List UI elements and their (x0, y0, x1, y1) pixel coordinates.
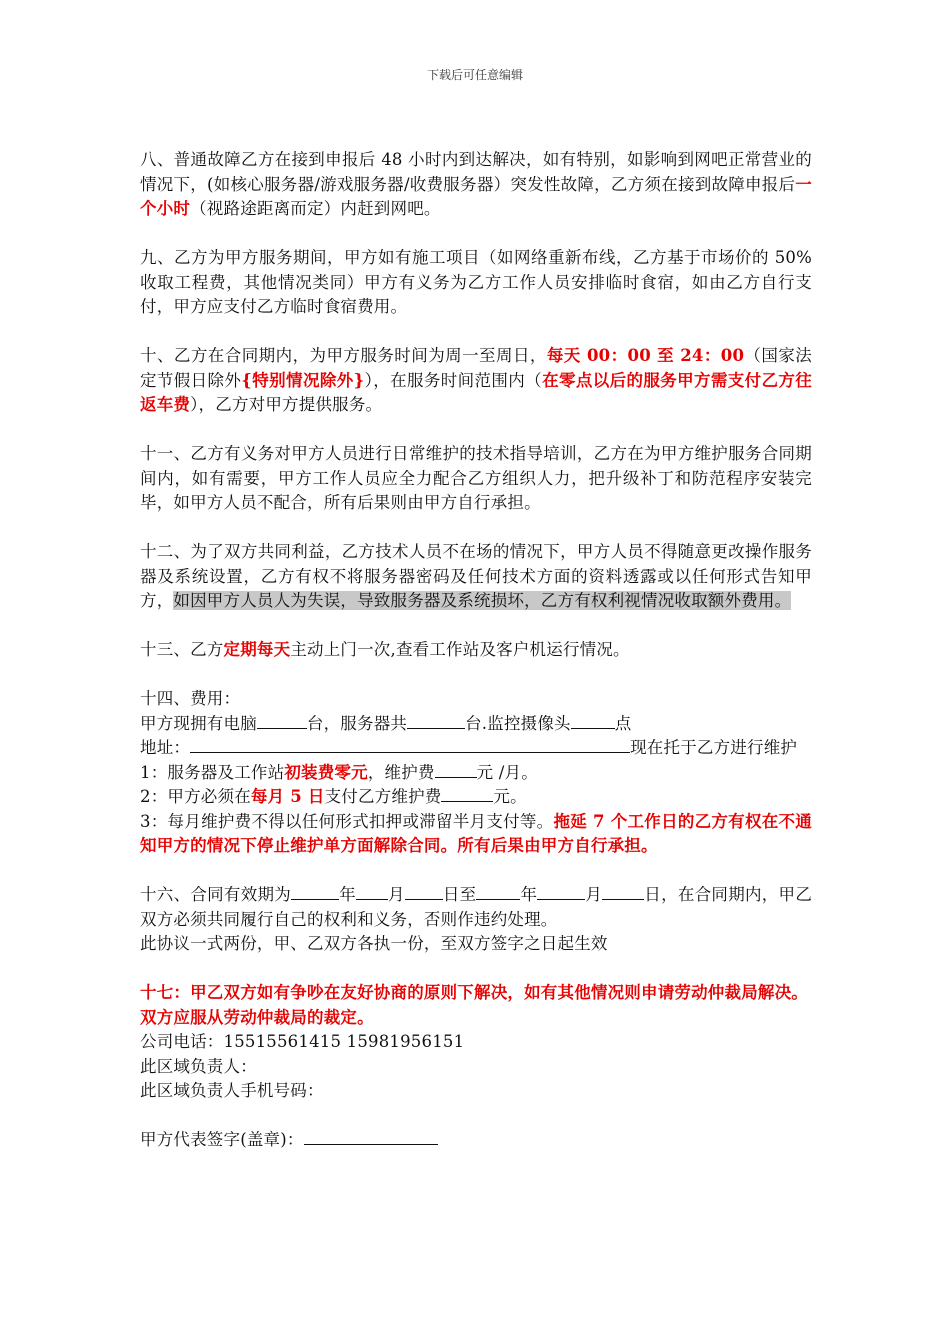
fee-item-1-emphasis: 初装费零元 (284, 762, 368, 782)
end-month-blank[interactable] (537, 883, 585, 900)
clause-13-tail: 主动上门一次,查看工作站及客户机运行情况。 (290, 640, 630, 659)
clause-8 (140, 148, 812, 222)
copies-note: 此协议一式两份，甲、乙双方各执一份，至双方签字之日起生效 (140, 934, 608, 953)
fee-item-1-unit: 元 /月。 (476, 762, 538, 782)
clause-14 (140, 687, 812, 859)
spacer (140, 957, 812, 982)
start-day-blank[interactable] (405, 883, 443, 900)
end-year-unit: 年 (520, 885, 538, 904)
fee-item-3-emphasis: 拖延 7 个工作日的乙方有权在不通知甲方的情况下停止维护单方面解除合同。所有后果由甲方自行承担。 (140, 811, 812, 855)
address-line (140, 736, 812, 761)
payment-fee-blank[interactable] (441, 785, 493, 802)
fee-item-1-text: 1：服务器及工作站 (140, 762, 285, 782)
fee-item-2-text: 2：甲方必须在 (140, 787, 251, 806)
fee-item-2 (140, 785, 812, 810)
clause-10-tail: ），乙方对甲方提供服务。 (190, 395, 383, 414)
clause-10-fare-note: 在零点以后的服务甲方需支付乙方往返车费 (140, 370, 813, 414)
clause-10-hours: 每天 00：00 至 24：00 (546, 346, 745, 365)
fee-item-3-text: 3：每月维护费不得以任何形式扣押或滞留半月支付等。 (140, 811, 554, 831)
clause-12-highlight: 如因甲方人员人为失误，导致服务器及系统损坏，乙方有权利视情况收取额外费用。 (173, 591, 792, 610)
address-tail: 现在托于乙方进行维护 (630, 738, 798, 757)
clause-10-text: 十、乙方在合同期内，为甲方服务时间为周一至周日， (140, 346, 547, 365)
clause-14-title: 十四、费用： (140, 689, 241, 708)
camera-count-label: 台.监控摄像头 (465, 713, 571, 733)
fee-item-2-emphasis: 每月 5 日 (250, 787, 325, 806)
clause-10-text-2: （国家法定节假日除外 (140, 346, 812, 390)
page-header: 下载后可任意编辑 (426, 68, 523, 82)
clause-17: 十七：甲乙双方如有争吵在友好协商的原则下解决，如有其他情况则申请劳动仲裁局解决。双方应服从劳动仲裁局的裁定。 (140, 983, 808, 1027)
end-day-blank[interactable] (602, 883, 644, 900)
fee-item-1 (140, 761, 812, 786)
computer-count-label: 甲方现拥有电脑 (140, 713, 257, 733)
clause-10 (140, 344, 812, 418)
fee-item-3 (140, 810, 812, 859)
fee-item-2-label: 支付乙方维护费 (324, 787, 442, 806)
clause-8-tail: （视路途距离而定）内赶到网吧。 (190, 199, 441, 218)
clause-10-exception: {特别情况除外} (241, 370, 365, 390)
term-label: 十六、合同有效期为 (140, 885, 292, 904)
area-manager: 此区域负责人： (140, 1056, 257, 1076)
signature-blank[interactable] (304, 1128, 438, 1145)
clause-11: 十一、乙方有义务对甲方人员进行日常维护的技术指导培训，乙方在为甲方维护服务合同期间内，如有需要，甲方工作人员应全力配合乙方组织人力，把升级补丁和防范程序安装完毕，如甲方人员不配合，所有后果则由甲方自行承担。 (140, 444, 812, 512)
clause-13 (140, 638, 812, 663)
term-tail: 日，在合同期内，甲乙双方必须共同履行自己的权利和义务，否则作违约处理。 (140, 885, 813, 929)
fee-item-1-label: ，维护费 (367, 762, 435, 782)
contract-body (140, 148, 812, 1153)
signature-line (140, 1128, 812, 1153)
clause-9: 九、乙方为甲方服务期间，甲方如有施工项目（如网络重新布线，乙方基于市场价的 50%收取工程费，其他情况类同）甲方有义务为乙方工作人员安排临时食宿，如由乙方自行支付，甲方应支付乙方临时食宿费用。 (140, 248, 812, 316)
start-month-blank[interactable] (356, 883, 388, 900)
server-count-label: 台，服务器共 (306, 713, 408, 733)
start-month-unit: 月 (387, 885, 405, 904)
end-year-blank[interactable] (476, 883, 520, 900)
start-year-blank[interactable] (291, 883, 339, 900)
maintenance-fee-blank[interactable] (435, 761, 477, 778)
clause-13-emphasis: 定期每天 (223, 640, 291, 659)
clause-8-emphasis: 一个小时 (140, 174, 812, 218)
camera-unit: 点 (614, 713, 632, 733)
clause-12 (140, 540, 812, 614)
company-phone: 公司电话：15515561415 15981956151 (140, 1032, 465, 1051)
clause-13-text: 十三、乙方 (140, 640, 224, 659)
clause-8-text: 八、普通故障乙方在接到申报后 48 小时内到达解决，如有特别，如影响到网吧正常营业的情况下，(如核心服务器/游戏服务器/收费服务器）突发性故障，乙方须在接到故障申报后 (140, 150, 812, 194)
area-manager-phone: 此区域负责人手机号码： (140, 1081, 324, 1100)
contract-term-line (140, 883, 812, 932)
signature-label: 甲方代表签字(盖章)： (140, 1130, 304, 1149)
equipment-line (140, 712, 812, 737)
fee-item-2-unit: 元。 (493, 787, 527, 806)
start-day-unit: 日至 (442, 885, 477, 904)
camera-count-blank[interactable] (571, 712, 615, 729)
computer-count-blank[interactable] (257, 712, 307, 729)
end-month-unit: 月 (585, 885, 603, 904)
clause-16 (140, 883, 812, 957)
address-blank[interactable] (190, 736, 630, 753)
clause-10-text-3: ），在服务时间范围内（ (364, 370, 543, 390)
server-count-blank[interactable] (407, 712, 465, 729)
spacer (140, 1104, 812, 1129)
start-year-unit: 年 (339, 885, 356, 904)
address-label: 地址： (140, 738, 191, 757)
clause-12-text: 十二、为了双方共同利益，乙方技术人员不在场的情况下，甲方人员不得随意更改操作服务器及系统设置，乙方有权不将服务器密码及任何技术方面的资料透露或以任何形式告知甲方， (140, 542, 812, 610)
